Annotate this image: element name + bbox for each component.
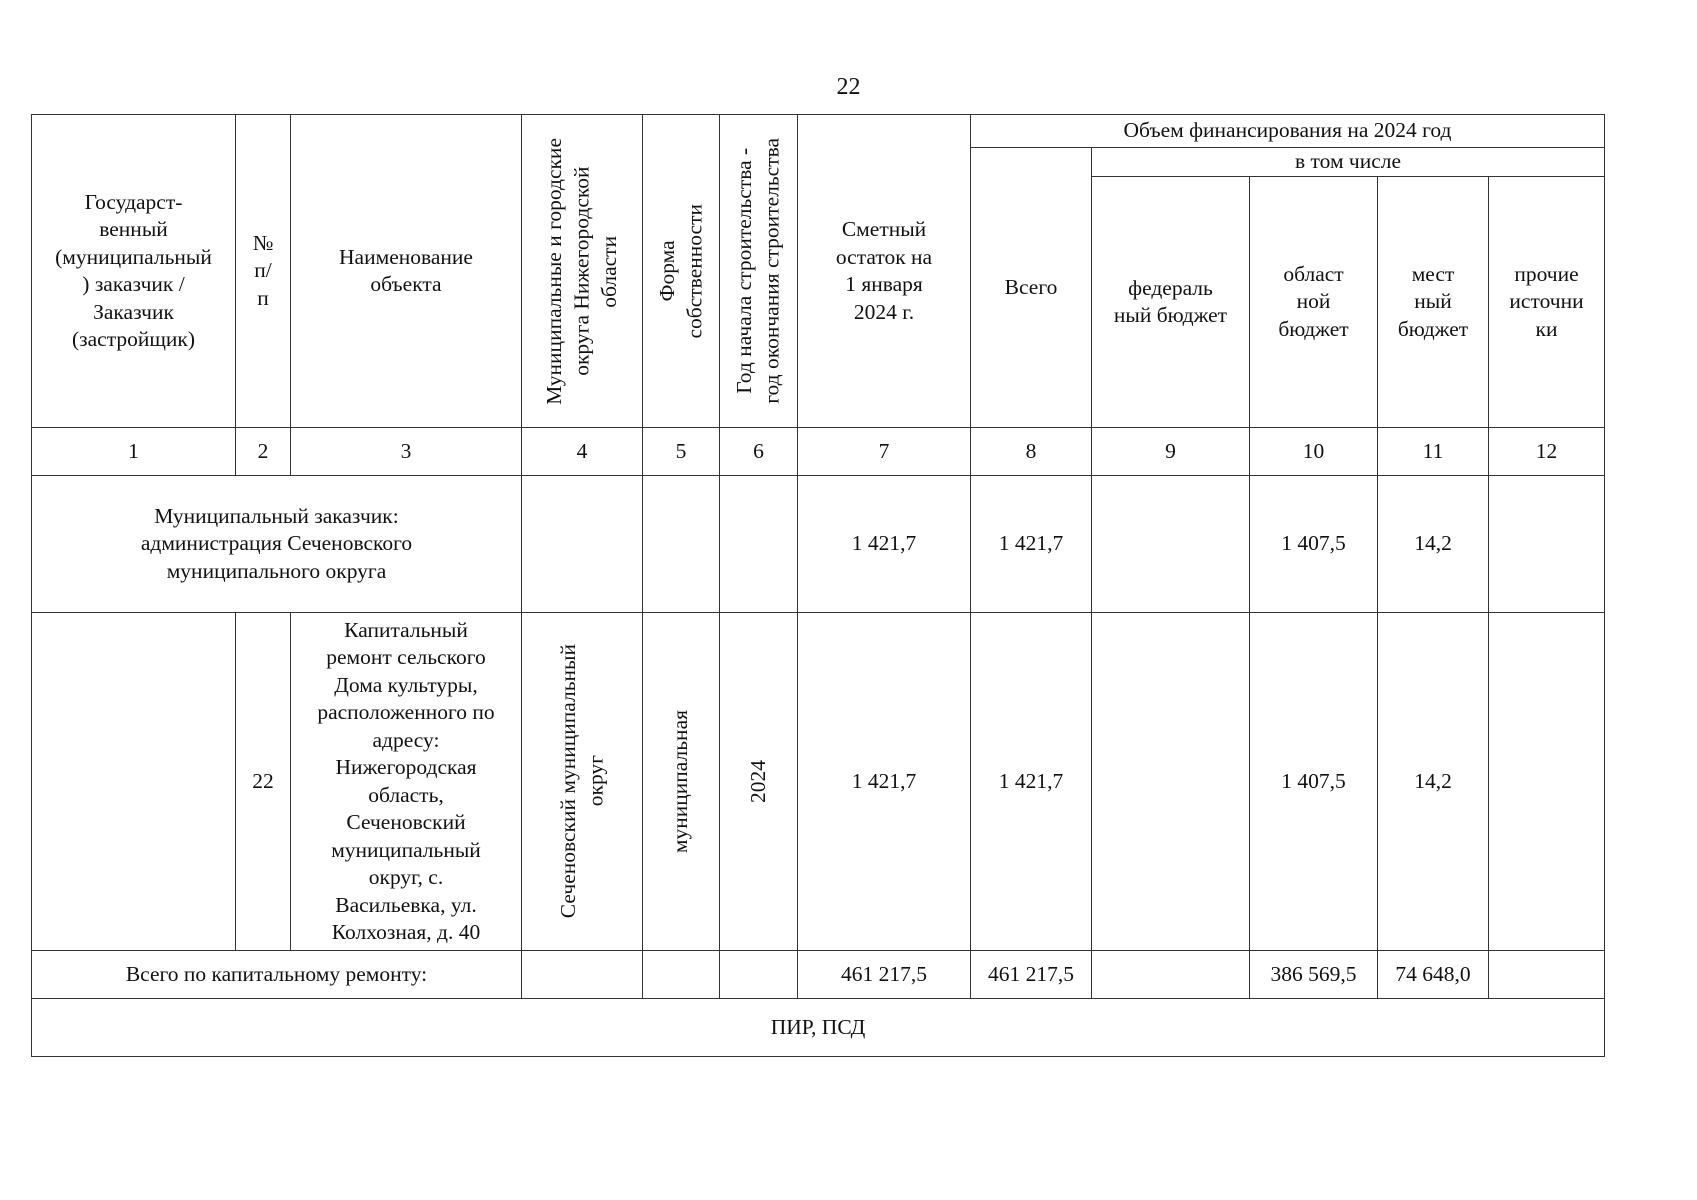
colnum-3: 3 (291, 428, 522, 476)
total-row (32, 951, 1605, 999)
customer-label: Муниципальный заказчик: администрация Сеченовского муниципального округа (32, 476, 522, 613)
colnum-7: 7 (798, 428, 971, 476)
object-number: 22 (236, 613, 291, 951)
colnum-5: 5 (643, 428, 720, 476)
header-customer: Государст- венный (муниципальный ) заказчик / Заказчик (застройщик) (32, 115, 236, 428)
colnum-11: 11 (1378, 428, 1489, 476)
customer-regional: 1 407,5 (1250, 476, 1378, 613)
customer-estimate-balance: 1 421,7 (798, 476, 971, 613)
customer-row (32, 476, 1605, 613)
colnum-9: 9 (1092, 428, 1250, 476)
total-col6 (720, 951, 798, 999)
customer-col5 (643, 476, 720, 613)
object-row (32, 613, 1605, 951)
object-ownership-cell (643, 613, 720, 951)
header-years: Год начала строительства - год окончания строительства (732, 138, 784, 404)
total-label: Всего по капитальному ремонту: (32, 951, 522, 999)
header-district: Муниципальные и городские округа Нижегородской области (541, 137, 621, 405)
header-ownership: Форма собственности (654, 203, 706, 339)
object-estimate-balance: 1 421,7 (798, 613, 971, 951)
customer-federal (1092, 476, 1250, 613)
customer-col4 (522, 476, 643, 613)
header-total: Всего (971, 148, 1092, 428)
total-col5 (643, 951, 720, 999)
header-ownership-cell (643, 115, 720, 428)
object-district-cell (522, 613, 643, 951)
total-other (1489, 951, 1605, 999)
column-numbers-row (32, 428, 1605, 476)
section-row (32, 999, 1605, 1057)
object-years: 2024 (745, 760, 770, 803)
object-ownership: муниципальная (668, 709, 693, 854)
header-row-1 (32, 115, 1605, 148)
total-local: 74 648,0 (1378, 951, 1489, 999)
header-financing-group: Объем финансирования на 2024 год (971, 115, 1605, 148)
header-local-budget: мест ный бюджет (1378, 177, 1489, 428)
total-regional: 386 569,5 (1250, 951, 1378, 999)
header-district-cell (522, 115, 643, 428)
object-other (1489, 613, 1605, 951)
object-district: Сеченовский муниципальный округ (555, 644, 607, 919)
object-col1 (32, 613, 236, 951)
customer-other (1489, 476, 1605, 613)
financing-table (31, 114, 1605, 1057)
object-local: 14,2 (1378, 613, 1489, 951)
colnum-12: 12 (1489, 428, 1605, 476)
total-estimate-balance: 461 217,5 (798, 951, 971, 999)
object-name: Капитальный ремонт сельского Дома культуры, расположенного по адресу: Нижегородская область, Сеченовский муниципальный округ, с. Васильевка, ул. Колхозная, д. 40 (291, 613, 522, 951)
object-federal (1092, 613, 1250, 951)
header-regional-budget: област ной бюджет (1250, 177, 1378, 428)
colnum-8: 8 (971, 428, 1092, 476)
header-years-cell (720, 115, 798, 428)
colnum-1: 1 (32, 428, 236, 476)
customer-col6 (720, 476, 798, 613)
colnum-4: 4 (522, 428, 643, 476)
object-regional: 1 407,5 (1250, 613, 1378, 951)
header-including-group: в том числе (1092, 148, 1605, 177)
colnum-6: 6 (720, 428, 798, 476)
customer-local: 14,2 (1378, 476, 1489, 613)
header-federal-budget: федераль ный бюджет (1092, 177, 1250, 428)
total-col4 (522, 951, 643, 999)
object-years-cell (720, 613, 798, 951)
section-title: ПИР, ПСД (32, 999, 1605, 1057)
colnum-10: 10 (1250, 428, 1378, 476)
total-federal (1092, 951, 1250, 999)
header-estimate-balance: Сметный остаток на 1 января 2024 г. (798, 115, 971, 428)
page-number: 22 (836, 74, 861, 100)
customer-total: 1 421,7 (971, 476, 1092, 613)
colnum-2: 2 (236, 428, 291, 476)
total-total: 461 217,5 (971, 951, 1092, 999)
object-total: 1 421,7 (971, 613, 1092, 951)
header-number: № п/ п (236, 115, 291, 428)
header-other-sources: прочие источни ки (1489, 177, 1605, 428)
header-object-name: Наименование объекта (291, 115, 522, 428)
